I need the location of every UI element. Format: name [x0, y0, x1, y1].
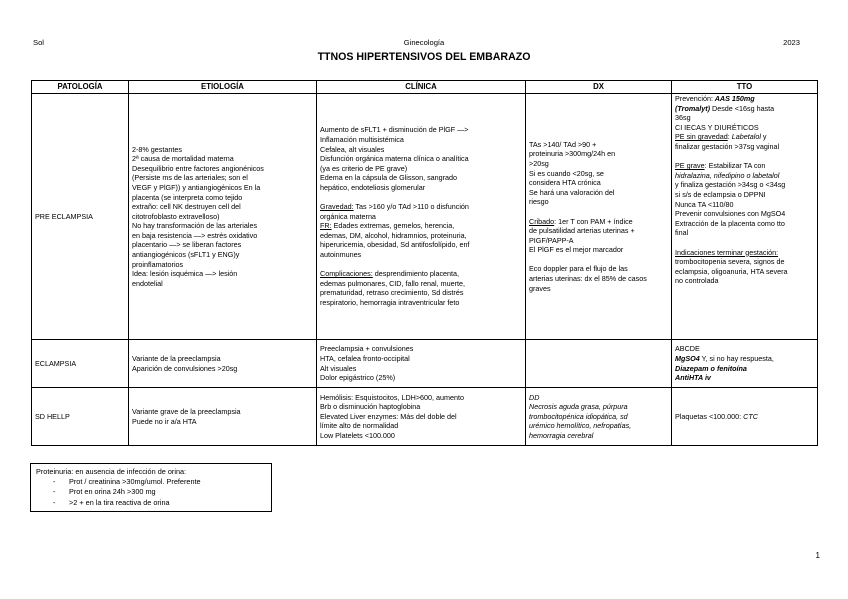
pe-fr-line-2: hiperuricemia, obesidad, Sd antifosfolípido, enf [320, 240, 470, 250]
table-row-hellp [32, 388, 818, 446]
text-line: extraño: cell NK destruyen cell del [132, 202, 241, 212]
text-line: Hemólisis: Esquistocitos, LDH>600, aumento [320, 392, 465, 402]
cell-ecl-dx [526, 340, 672, 388]
hellp-etiologia-list [132, 407, 313, 426]
text-line: Idea: lesión isquémica —> lesión [132, 269, 238, 279]
text-line: eclampsia, oligoanuria, HTA severa [675, 266, 788, 276]
pe-cribado-line-3: El PlGF es el mejor marcador [529, 245, 624, 255]
pe-complicaciones [320, 269, 522, 279]
cell-hellp-etiologia [129, 388, 317, 446]
page-title: TTNOS HIPERTENSIVOS DEL EMBARAZO [317, 51, 531, 63]
pe-dx-doppler-list [529, 264, 668, 293]
cell-hellp-tto [672, 388, 818, 446]
pe-clinica-list [320, 125, 522, 192]
text-line: Se hará una valoración del [529, 187, 615, 197]
ecl-tto-mgso4-drug: MgSO4 [675, 353, 700, 363]
col-header-dx: DX [526, 81, 672, 94]
hypertensive-disorders-table [31, 80, 818, 446]
header-subject: Ginecología [403, 38, 445, 47]
text-line: VEGF y PlGF)) y antiangiogénicos En la [132, 182, 261, 192]
pe-fr-label: FR: [320, 221, 332, 231]
text-line: Si es cuando <20sg, se [529, 168, 604, 178]
page-number: 1 [815, 551, 820, 560]
text-line: proinflamatorios [132, 259, 184, 269]
col-header-tto: TTO [672, 81, 818, 94]
pe-fr-line-1: edemas, DM, alcohol, hidramnios, proteinuria, [320, 230, 467, 240]
ecl-tto-antihta: AntiHTA iv [675, 373, 711, 383]
table-header-row [32, 81, 818, 94]
pe-comp-line-1: edemas pulmonares, CID, fallo renal, muerte, [320, 278, 466, 288]
pe-gravedad-label: Gravedad: [320, 202, 354, 212]
pe-grave-list [675, 180, 814, 238]
ecl-tto-mgso4 [675, 354, 814, 364]
text-line: trombocitopenia severa, signos de [675, 257, 785, 267]
hellp-tto-ctc: CTC [743, 411, 758, 421]
pe-prev-drug: AAS 150mg [712, 94, 755, 103]
pe-fr [320, 221, 522, 231]
pe-comp-line-2: prematuridad, retraso crecimiento, Sd distrés [320, 288, 464, 298]
text-line: (ya es criterio de PE grave) [320, 163, 408, 173]
cell-ecl-name: ECLAMPSIA [32, 340, 129, 388]
text-line: Inflamación multisistémica [320, 134, 404, 144]
pe-prev-line2 [675, 104, 814, 114]
text-line: (Persiste ms de las arteriales; son el [132, 173, 248, 183]
cell-pe-dx [526, 94, 672, 340]
pe-sin-label: PE sin gravedad [675, 132, 728, 142]
text-line: antiangiogénicos (sFLT1 y ENG)y [132, 250, 240, 260]
text-line: hemorragia cerebral [529, 430, 594, 440]
text-line: final [675, 228, 689, 238]
text-line: y finaliza gestación >34sg o <34sg [675, 180, 786, 190]
cell-ecl-etiologia [129, 340, 317, 388]
cell-pe-clinica [317, 94, 526, 340]
text-line: hepático, endoteliosis glomerular [320, 182, 426, 192]
text-line: Disfunción orgánica materna clínica o analítica [320, 154, 469, 164]
note-item-text: Prot / creatinina >30mg/umol. Preferente [69, 477, 201, 487]
pe-cribado-line-2: PIGF/PAPP-A [529, 235, 574, 245]
ecl-tto-diazepam: Diazepam o fenitoína [675, 363, 747, 373]
text-line: placentario —> se liberan factores [132, 240, 242, 250]
text-line: 2-8% gestantes [132, 144, 182, 154]
pe-sin-text2: y [760, 132, 767, 142]
text-line: HTA, cefalea fronto-occipital [320, 353, 410, 363]
pe-grave-drugs: hidralazina, nifedipino o labetalol [675, 170, 780, 180]
bullet-dash: - [53, 497, 56, 507]
pe-sin-drug: Labetalol [731, 132, 761, 142]
pe-indicaciones-label: Indicaciones terminar gestación: [675, 247, 779, 257]
pe-gravedad-text: Tas >160 y/o TAd >110 o disfunción [353, 202, 469, 212]
pe-etiologia-list [132, 145, 313, 289]
text-line: No hay transformación de las arteriales [132, 221, 258, 231]
pe-prev-text: Desde <16sg hasta [710, 103, 775, 113]
cell-ecl-tto [672, 340, 818, 388]
text-line: Variante de la preeclampsia [132, 353, 221, 363]
note-item [36, 487, 267, 497]
header-year: 2023 [783, 38, 800, 47]
ecl-tto-abcde: ABCDE [675, 344, 700, 354]
cell-pe-tto [672, 94, 818, 340]
pe-comp-line-3: respiratorio, hemorragia intraventricular feto [320, 298, 460, 308]
text-line: Elevated Liver enzymes: Más del doble del [320, 411, 457, 421]
pe-grave [675, 161, 814, 171]
pe-gravedad-text2: orgánica materna [320, 211, 376, 221]
text-line: Extracción de la placenta como tto [675, 218, 785, 228]
pe-sin-text3: finalizar gestación >37sg vaginal [675, 141, 780, 151]
pe-sin-gravedad [675, 132, 814, 142]
header-author: Sol [33, 38, 44, 47]
col-header-patologia: PATOLOGÍA [32, 81, 129, 94]
text-line: 2ª causa de mortalidad materna [132, 154, 234, 164]
text-line: placenta (se interpreta como tejido [132, 192, 243, 202]
pe-gravedad [320, 202, 522, 212]
pe-dx-list [529, 140, 668, 207]
cell-hellp-name: SD HELLP [32, 388, 129, 446]
pe-grave-label: PE grave [675, 161, 705, 171]
text-line: citotrofoblasto extravelloso) [132, 211, 220, 221]
text-line: TAs >140/ TAd >90 + [529, 139, 597, 149]
col-header-clinica: CLÍNICA [317, 81, 526, 94]
pe-sin-text: : [727, 132, 732, 142]
cell-hellp-dx [526, 388, 672, 446]
ecl-clinica-list [320, 344, 522, 382]
pe-cribado [529, 217, 668, 227]
text-line: Brb o disminución haptoglobina [320, 402, 421, 412]
text-line: Puede no ir a/a HTA [132, 416, 197, 426]
table-row-eclampsia [32, 340, 818, 388]
text-line: límite alto de normalidad [320, 421, 399, 431]
text-line: riesgo [529, 197, 549, 207]
text-line: Aumento de sFLT1 + disminución de PlGF —> [320, 125, 469, 135]
cell-pe-name: PRE ECLAMPSIA [32, 94, 129, 340]
pe-grave-text: : Estabilizar TA con [704, 161, 766, 171]
text-line: en baja resistencia —> estrés oxidativo [132, 230, 258, 240]
note-item [36, 498, 267, 508]
text-line: Low Platelets <100.000 [320, 430, 395, 440]
note-item-text: >2 + en la tira reactiva de orina [69, 497, 170, 507]
cell-pe-etiologia [129, 94, 317, 340]
text-line: graves [529, 283, 551, 293]
pe-prev-drug2: (Tromalyt) [675, 103, 711, 113]
hellp-dx-list [529, 402, 668, 440]
pe-cribado-line-1: de pulsatilidad arterias uterinas + [529, 226, 635, 236]
pe-contraindicaciones: CI IECAS Y DIURÉTICOS [675, 122, 759, 132]
text-line: Edema en la cápsula de Glisson, sangrado [320, 173, 458, 183]
note-title: Proteinuria: en ausencia de infección de orina: [36, 467, 187, 476]
text-line: proteinuria >300mg/24h en [529, 149, 616, 159]
text-line: trombocitopénica idiopática, sd [529, 411, 628, 421]
text-line: no controlada [675, 276, 719, 286]
cell-hellp-clinica [317, 388, 526, 446]
text-line: Nunca TA <110/80 [675, 199, 734, 209]
pe-cribado-line-0: : 1er T con PAM + índice [554, 216, 633, 226]
ecl-etiologia-list [132, 354, 313, 373]
note-item-text: Prot en orina 24h >300 mg [69, 487, 156, 497]
pe-indicaciones-list [675, 257, 814, 286]
text-line: endotelial [132, 278, 163, 288]
pe-comp-line-0: desprendimiento placenta, [372, 269, 460, 279]
text-line: Alt visuales [320, 363, 357, 373]
proteinuria-note [30, 463, 272, 512]
hellp-dx-label: DD [529, 392, 540, 402]
pe-prev-text2: 36sg [675, 113, 691, 123]
text-line: Aparición de convulsiones >20sg [132, 363, 238, 373]
text-line: Desequilibrio entre factores angionénicos [132, 163, 264, 173]
text-line: Dolor epigástrico (25%) [320, 373, 396, 383]
bullet-dash: - [53, 477, 56, 487]
pe-prev-label: Prevención: [675, 94, 713, 103]
note-list [36, 477, 267, 508]
note-item [36, 477, 267, 487]
text-line: Variante grave de la preeclampsia [132, 406, 241, 416]
text-line: arterias uterinas: dx el 85% de casos [529, 274, 647, 284]
ecl-tto-mgso4-text: Y, si no hay respuesta, [699, 353, 774, 363]
table-row-preeclampsia [32, 94, 818, 340]
text-line: Preeclampsia + convulsiones [320, 344, 414, 354]
text-line: >20sg [529, 158, 549, 168]
pe-cribado-label: Cribado [529, 216, 555, 226]
col-header-etiologia: ETIOLOGÍA [129, 81, 317, 94]
text-line: urémico hemolítico, nefropatías, [529, 421, 632, 431]
pe-fr-line-3: autoinmunes [320, 250, 362, 260]
pe-fr-line-0: Edades extremas, gemelos, herencia, [331, 221, 455, 231]
text-line: si s/s de eclampsia o DPPNI [675, 189, 766, 199]
pe-comp-label: Complicaciones: [320, 269, 373, 279]
text-line: Eco doppler para el flujo de las [529, 264, 628, 274]
hellp-clinica-list [320, 393, 522, 441]
bullet-dash: - [53, 487, 56, 497]
text-line: considera HTA crónica [529, 178, 601, 188]
hellp-tto-text: Plaquetas <100.000: [675, 411, 744, 421]
pe-prevencion [675, 94, 814, 104]
text-line: Prevenir convulsiones con MgSO4 [675, 209, 786, 219]
text-line: Cefalea, alt visuales [320, 144, 385, 154]
text-line: Necrosis aguda grasa, púrpura [529, 402, 628, 412]
cell-ecl-clinica [317, 340, 526, 388]
